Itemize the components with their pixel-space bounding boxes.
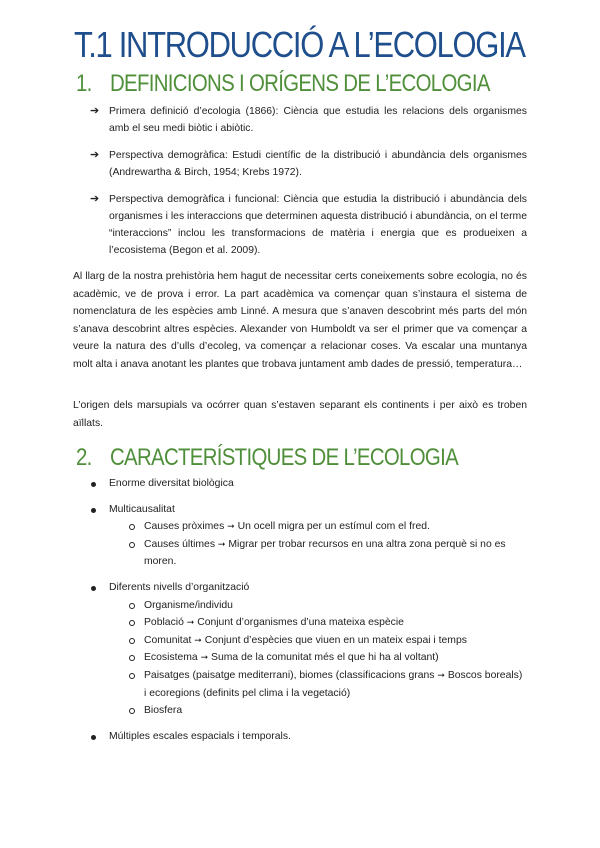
- characteristic-item: [90, 501, 527, 571]
- circle-bullet-icon: [129, 638, 135, 644]
- circle-bullet-icon: [129, 524, 135, 530]
- sub-item-term: Biosfera: [144, 705, 183, 717]
- definition-text: Perspectiva demogràfica: Estudi científic de la distribució i abundància dels organismes (Andrewartha & Birch, 1954; Krebs 1972).: [109, 150, 527, 178]
- bullet-icon: [91, 586, 96, 591]
- circle-bullet-icon: [129, 673, 135, 679]
- sub-item-description: Conjunt d’espècies que viuen en un mateix espai i temps: [204, 634, 467, 646]
- arrow-icon: ➔: [90, 149, 100, 161]
- paragraph-history: Al llarg de la nostra prehistòria hem hagut de necessitar certs coneixements sobre ecologia, no és acadèmic, ve de prova i error. La part acadèmica va començar quan s’instaura el sistema de nomenclatura de les espècies amb Linné. A mesura que s’anaven descobrint més parts del món s’anava descobrint altres espècies. Alexander von Humboldt va ser el primer que va començar a veure la natura des d’ulls d’ecoleg, va començar a relacionar coses. Va escalar una muntanya molt alta i anava anotant les plantes que trobava juntament amb dades de pressió, temperatura…: [73, 271, 527, 370]
- sub-item: [109, 614, 527, 632]
- section-1-heading: [76, 70, 490, 98]
- section-1-number: 1.: [76, 70, 92, 97]
- sub-item: [109, 702, 527, 720]
- circle-bullet-icon: [129, 603, 135, 609]
- characteristics-list: [90, 475, 527, 753]
- bullet-icon: [91, 735, 96, 740]
- circle-bullet-icon: [129, 620, 135, 626]
- section-2-heading: [76, 444, 458, 472]
- sub-item-term: Ecosistema: [144, 652, 198, 664]
- document-title: T.1 INTRODUCCIÓ A L’ECOLOGIA: [74, 24, 525, 65]
- sub-item: [109, 597, 527, 615]
- section-1-title: DEFINICIONS I ORÍGENS DE L’ECOLOGIA: [110, 70, 490, 97]
- sub-item: [109, 536, 527, 571]
- characteristic-text: Múltiples escales espacials i temporals.: [109, 730, 291, 742]
- characteristic-text: Enorme diversitat biològica: [109, 478, 234, 489]
- sub-item-term: Comunitat: [144, 634, 192, 646]
- small-arrow-icon: ➞: [200, 652, 209, 663]
- sub-item: [109, 649, 527, 667]
- sub-item-term: Població: [144, 617, 184, 629]
- sub-item-description: Suma de la comunitat més el que hi ha al voltant): [211, 652, 439, 664]
- sub-item-description: Conjunt d’organismes d’una mateixa espècie: [197, 617, 404, 629]
- small-arrow-icon: ➞: [227, 521, 235, 532]
- paragraph-marsupials: L’origen dels marsupials va ocórrer quan s’estaven separant els continents i per això es troben aïllats.: [73, 400, 527, 429]
- sub-item-term: Causes pròximes: [144, 521, 225, 533]
- circle-bullet-icon: [129, 655, 135, 661]
- small-arrow-icon: ➞: [194, 634, 202, 645]
- sub-item-term: Organisme/individu: [144, 599, 233, 611]
- sub-item: [109, 518, 527, 536]
- definition-text: Primera definició d’ecologia (1866): Ciència que estudia les relacions dels organismes amb el seu medi biòtic i abiòtic.: [109, 106, 527, 134]
- sub-item-description: Un ocell migra per un estímul com el fred.: [237, 521, 430, 533]
- arrow-icon: ➔: [90, 193, 100, 205]
- levels-sublist: [109, 597, 527, 720]
- small-arrow-icon: ➞: [217, 538, 226, 549]
- sub-item-description: Boscos boreals) i ecoregions (definits pel clima i la vegetació): [144, 669, 523, 699]
- bullet-icon: [91, 482, 96, 487]
- characteristic-item: [90, 728, 527, 746]
- small-arrow-icon: ➞: [186, 617, 195, 628]
- sub-item-term: Causes últimes: [144, 538, 216, 550]
- definition-text: Perspectiva demogràfica i funcional: Ciència que estudia la distribució i abundància dels organismes i les interaccions que determinen aquesta distribució i abundància, on el terme “interaccions” inclou les transformacions de matèria i energia que es produeixen a l’ecosistema (Begon et al. 2009).: [109, 194, 527, 256]
- sub-item: [109, 632, 527, 650]
- circle-bullet-icon: [129, 708, 135, 714]
- causes-sublist: [109, 518, 527, 571]
- section-2-title: CARACTERÍSTIQUES DE L’ECOLOGIA: [110, 444, 459, 471]
- characteristic-item: [90, 475, 527, 493]
- characteristic-item: [90, 579, 527, 720]
- section-2-number: 2.: [76, 444, 92, 471]
- characteristic-text: Multicausalitat: [109, 503, 175, 515]
- bullet-icon: [91, 508, 96, 513]
- sub-item-description: Migrar per trobar recursos en una altra zona perquè si no es moren.: [144, 538, 506, 568]
- definition-item: [90, 103, 527, 137]
- sub-item: [109, 667, 527, 702]
- arrow-icon: ➔: [90, 105, 100, 117]
- small-arrow-icon: ➞: [437, 669, 445, 680]
- circle-bullet-icon: [129, 542, 135, 548]
- definitions-list: [90, 103, 527, 269]
- definition-item: [90, 191, 527, 259]
- characteristic-text: Diferents nivells d’organització: [109, 581, 250, 593]
- definition-item: [90, 147, 527, 181]
- sub-item-term: Paisatges (paisatge mediterrani), biomes (classificacions grans: [144, 669, 435, 681]
